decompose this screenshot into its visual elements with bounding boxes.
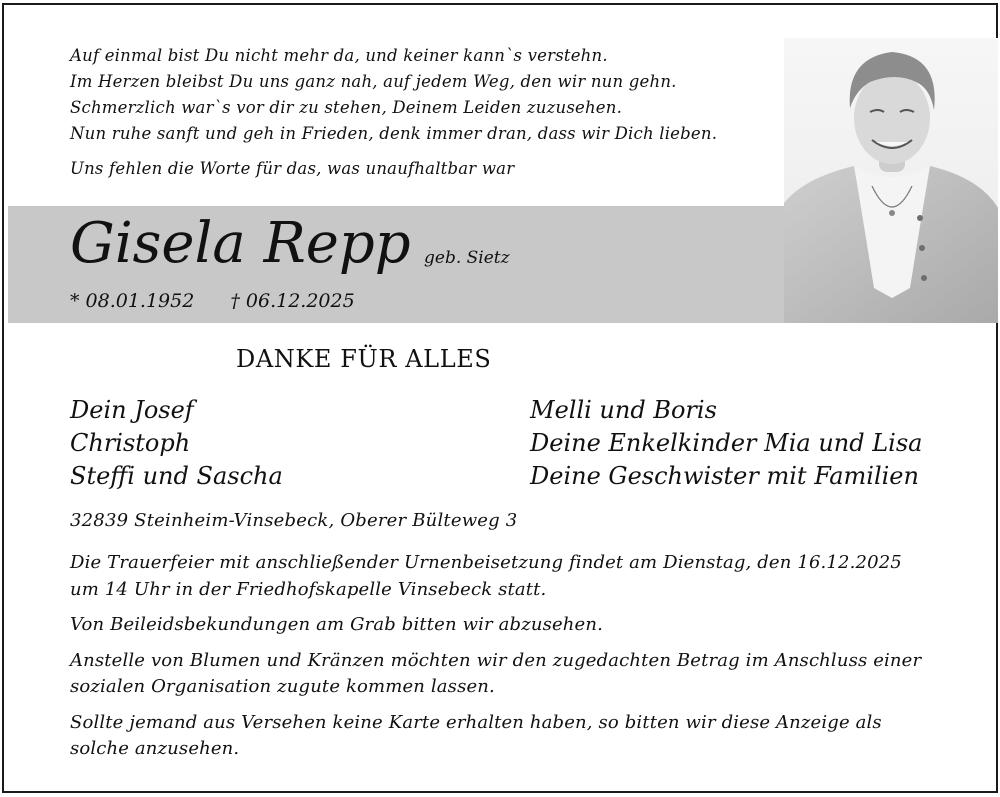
mourner: Deine Geschwister mit Familien [530, 462, 919, 490]
card-note: Sollte jemand aus Versehen keine Karte erhalten haben, so bitten wir diese Anzeige als solche anzusehen. [70, 711, 882, 759]
poem-line: Im Herzen bleibst Du uns ganz nah, auf jedem Weg, den wir nun gehn. [70, 72, 677, 91]
poem-line: Schmerzlich war`s vor dir zu stehen, Deinem Leiden zuzusehen. [70, 98, 623, 117]
mourner: Christoph [70, 429, 191, 457]
birth-date: * 08.01.1952 [70, 290, 195, 312]
donation-note: Anstelle von Blumen und Kränzen möchten wir den zugedachten Betrag im Anschluss einer sozialen Organisation zugute kommen lassen. [70, 649, 922, 697]
maiden-name: geb. Sietz [424, 248, 510, 268]
address: 32839 Steinheim-Vinsebeck, Oberer Bülteweg 3 [70, 510, 518, 531]
mourner: Dein Josef [70, 396, 194, 424]
mourner: Melli und Boris [530, 396, 717, 424]
death-date: † 06.12.2025 [230, 290, 355, 312]
tagline: Uns fehlen die Worte für das, was unaufhaltbar war [70, 159, 515, 178]
funeral-info: Die Trauerfeier mit anschließender Urnenbeisetzung findet am Dienstag, den 16.12.2025 um 14 Uhr in der Friedhofskapelle Vinsebeck statt. [70, 552, 902, 600]
notices [70, 550, 970, 772]
thank-you-heading: DANKE FÜR ALLES [236, 345, 492, 373]
poem-line: Nun ruhe sanft und geh in Frieden, denk immer dran, dass wir Dich lieben. [70, 124, 718, 143]
mourner: Steffi und Sascha [70, 462, 283, 490]
mourner: Deine Enkelkinder Mia und Lisa [530, 429, 923, 457]
mourners-right [530, 394, 922, 493]
obituary-notice [2, 3, 998, 793]
condolence-note: Von Beileidsbekundungen am Grab bitten wir abzusehen. [70, 614, 603, 635]
poem [70, 43, 717, 147]
poem-line: Auf einmal bist Du nicht mehr da, und keiner kann`s verstehn. [70, 46, 608, 65]
mourners-left [70, 394, 283, 493]
life-dates [70, 290, 355, 312]
portrait-photo [784, 38, 998, 323]
deceased-name: Gisela Repp [70, 211, 411, 276]
